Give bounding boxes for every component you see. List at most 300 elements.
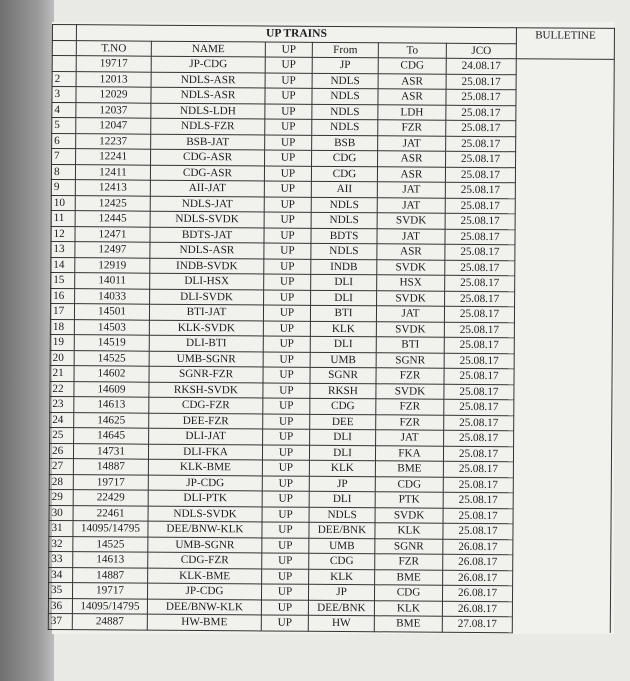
name-cell: DLI-BTI [149, 335, 263, 351]
sn-cell: 3 [52, 87, 76, 103]
up-cell: UP [262, 460, 309, 476]
to-cell: ASR [378, 73, 446, 89]
sn-cell: 34 [49, 567, 73, 583]
bulletine-cell [516, 59, 614, 75]
sn-cell: 19 [50, 334, 74, 350]
jco-cell: 25.08.17 [444, 399, 514, 415]
table-row [48, 613, 610, 632]
from-cell: KLK [309, 460, 375, 476]
tno-cell: 12471 [75, 226, 150, 242]
jco-cell: 26.08.17 [442, 601, 512, 617]
up-cell: UP [264, 243, 311, 259]
jco-cell: 27.08.17 [442, 616, 512, 632]
jco-cell: 25.08.17 [446, 105, 516, 121]
up-cell: UP [264, 212, 311, 228]
name-cell: BSB-JAT [151, 134, 265, 150]
jco-cell: 26.08.17 [443, 554, 513, 570]
to-cell: SVDK [375, 507, 443, 523]
up-cell: UP [263, 413, 310, 429]
name-cell: DLI-JAT [149, 428, 263, 444]
from-cell: JP [308, 584, 374, 600]
tno-cell: 12013 [76, 71, 151, 87]
up-cell: UP [263, 398, 310, 414]
name-cell: DEE/BNW-KLK [147, 599, 261, 615]
up-cell: UP [265, 88, 312, 104]
name-cell: UMB-SGNR [149, 351, 263, 367]
bulletine-cell [515, 276, 613, 292]
from-cell: CDG [312, 150, 378, 166]
jco-cell: 25.08.17 [444, 368, 514, 384]
name-cell: JP-CDG [147, 583, 261, 599]
up-cell: UP [262, 522, 309, 538]
jco-cell: 25.08.17 [443, 508, 513, 524]
to-cell: BME [375, 461, 443, 477]
sn-cell: 15 [51, 272, 75, 288]
sn-cell: 8 [51, 164, 75, 180]
to-cell: SVDK [376, 383, 444, 399]
bulletine-cell [514, 369, 612, 385]
up-cell: UP [262, 444, 309, 460]
name-cell: KLK-BME [148, 568, 262, 584]
name-cell: AII-JAT [150, 180, 264, 196]
bulletine-cell [516, 136, 614, 152]
jco-cell: 25.08.17 [444, 415, 514, 431]
sn-cell: 23 [50, 396, 74, 412]
corner-cell [52, 25, 76, 41]
to-cell: SVDK [377, 213, 445, 229]
to-cell: FZR [376, 414, 444, 430]
to-cell: CDG [374, 585, 442, 601]
to-cell: SVDK [377, 290, 445, 306]
tno-cell: 12413 [75, 180, 150, 196]
sn-cell: 17 [50, 303, 74, 319]
to-cell: BME [375, 569, 443, 585]
name-cell: JP-CDG [148, 475, 262, 491]
from-cell: DLI [309, 445, 375, 461]
up-cell: UP [263, 336, 310, 352]
to-cell: CDG [378, 58, 446, 74]
name-cell: DEE/BNW-KLK [148, 521, 262, 537]
jco-cell: 25.08.17 [445, 275, 515, 291]
tno-cell: 24887 [72, 614, 147, 630]
sn-cell: 4 [52, 102, 76, 118]
name-cell: NDLS-LDH [151, 103, 265, 119]
jco-cell: 25.08.17 [445, 291, 515, 307]
tno-cell: 19717 [73, 474, 148, 490]
from-cell: DLI [310, 336, 376, 352]
to-cell: JAT [377, 228, 445, 244]
jco-cell: 25.08.17 [445, 167, 515, 183]
jco-cell: 25.08.17 [446, 136, 516, 152]
up-cell: UP [265, 57, 312, 73]
up-cell: UP [265, 134, 312, 150]
sn-cell: 29 [49, 489, 73, 505]
bulletine-cell [513, 462, 611, 478]
up-header: UP [265, 41, 312, 57]
name-cell: CDG-FZR [148, 552, 262, 568]
name-cell: SGNR-FZR [149, 366, 263, 382]
to-cell: ASR [377, 166, 445, 182]
bulletine-cell [515, 245, 613, 261]
up-cell: UP [263, 382, 310, 398]
up-cell: UP [263, 429, 310, 445]
to-cell: FKA [375, 445, 443, 461]
to-cell: ASR [378, 89, 446, 105]
jco-cell: 25.08.17 [445, 182, 515, 198]
tno-cell: 14887 [73, 459, 148, 475]
bulletine-cell [512, 601, 610, 617]
from-cell: NDLS [309, 507, 375, 523]
tno-cell: 12047 [76, 118, 151, 134]
jco-cell: 25.08.17 [444, 430, 514, 446]
tno-cell: 14011 [75, 273, 150, 289]
up-cell: UP [261, 599, 308, 615]
tno-cell: 12445 [75, 211, 150, 227]
from-cell: DEE/BNK [308, 600, 374, 616]
jco-cell: 25.08.17 [445, 244, 515, 260]
from-header: From [312, 42, 378, 58]
to-cell: JAT [377, 197, 445, 213]
sn-cell: 13 [51, 241, 75, 257]
bulletine-cell [516, 90, 614, 106]
from-cell: CDG [311, 166, 377, 182]
jco-cell: 25.08.17 [444, 322, 514, 338]
tno-cell: 12411 [75, 164, 150, 180]
from-cell: BSB [312, 135, 378, 151]
sn-cell: 35 [48, 582, 72, 598]
name-cell: DLI-HSX [150, 273, 264, 289]
up-cell: UP [262, 506, 309, 522]
to-cell: JAT [376, 430, 444, 446]
jco-cell: 25.08.17 [444, 337, 514, 353]
name-cell: CDG-ASR [150, 165, 264, 181]
sn-cell: 18 [50, 319, 74, 335]
sn-cell: 20 [50, 350, 74, 366]
bulletine-cell [513, 477, 611, 493]
name-cell: KLK-BME [148, 459, 262, 475]
from-cell: KLK [309, 569, 375, 585]
sn-cell: 16 [51, 288, 75, 304]
bulletine-cell [515, 167, 613, 183]
sn-cell: 6 [52, 133, 76, 149]
sn-cell: 22 [50, 381, 74, 397]
to-cell: SGNR [375, 538, 443, 554]
tno-cell: 14613 [73, 552, 148, 568]
jco-cell: 26.08.17 [443, 570, 513, 586]
name-cell: HW-BME [147, 614, 261, 630]
from-cell: NDLS [311, 212, 377, 228]
name-cell: JP-CDG [151, 56, 265, 72]
tno-cell: 14887 [73, 567, 148, 583]
name-cell: DLI-FKA [148, 444, 262, 460]
tno-cell: 14503 [74, 319, 149, 335]
jco-cell: 25.08.17 [446, 120, 516, 136]
name-cell: CDG-FZR [149, 397, 263, 413]
up-cell: UP [265, 119, 312, 135]
up-cell: UP [265, 103, 312, 119]
up-cell: UP [262, 475, 309, 491]
bulletine-cell [515, 229, 613, 245]
to-cell: FZR [376, 399, 444, 415]
tno-cell: 19717 [76, 56, 151, 72]
bulletine-cell [514, 384, 612, 400]
jco-cell: 25.08.17 [444, 306, 514, 322]
to-cell: SVDK [377, 259, 445, 275]
bulletine-cell [515, 291, 613, 307]
jco-cell: 25.08.17 [445, 229, 515, 245]
bulletine-cell [515, 214, 613, 230]
bulletine-cell [514, 415, 612, 431]
tno-cell: 14033 [75, 288, 150, 304]
from-cell: DEE [310, 414, 376, 430]
up-cell: UP [262, 553, 309, 569]
name-cell: RKSH-SVDK [149, 382, 263, 398]
name-cell: NDLS-FZR [151, 118, 265, 134]
sn-cell: 14 [51, 257, 75, 273]
tno-cell: 12237 [76, 133, 151, 149]
from-cell: KLK [310, 321, 376, 337]
sn-cell: 26 [49, 443, 73, 459]
to-cell: LDH [378, 104, 446, 120]
tno-cell: 14613 [74, 397, 149, 413]
bulletine-cell [513, 539, 611, 555]
table-title: UP TRAINS [76, 25, 516, 44]
name-cell: DEE-FZR [149, 413, 263, 429]
name-cell: DLI-PTK [148, 490, 262, 506]
to-cell: FZR [376, 368, 444, 384]
jco-header: JCO [446, 43, 516, 59]
from-cell: RKSH [310, 383, 376, 399]
to-cell: KLK [375, 523, 443, 539]
name-cell: NDLS-SVDK [148, 506, 262, 522]
bulletine-cell [514, 431, 612, 447]
bulletine-cell [516, 121, 614, 137]
jco-cell: 25.08.17 [443, 461, 513, 477]
sn-cell: 28 [49, 474, 73, 490]
tno-cell: 14609 [74, 381, 149, 397]
tno-cell: 14519 [74, 335, 149, 351]
name-cell: NDLS-ASR [151, 87, 265, 103]
to-cell: HSX [377, 275, 445, 291]
from-cell: JP [312, 57, 378, 73]
tno-cell: 14525 [74, 350, 149, 366]
up-cell: UP [265, 72, 312, 88]
sn-cell: 11 [51, 210, 75, 226]
sn-cell: 25 [50, 427, 74, 443]
bulletine-cell [513, 524, 611, 540]
tno-cell: 14731 [73, 443, 148, 459]
tno-cell: 14625 [74, 412, 149, 428]
from-cell: DLI [311, 290, 377, 306]
from-cell: BTI [310, 305, 376, 321]
from-cell: DLI [311, 274, 377, 290]
jco-cell: 25.08.17 [443, 446, 513, 462]
name-cell: NDLS-SVDK [150, 211, 264, 227]
up-cell: UP [261, 615, 308, 631]
jco-cell: 26.08.17 [443, 539, 513, 555]
from-cell: SGNR [310, 367, 376, 383]
to-cell: FZR [378, 120, 446, 136]
to-header: To [378, 42, 446, 58]
from-cell: UMB [309, 538, 375, 554]
tno-cell: 12029 [76, 87, 151, 103]
jco-cell: 25.08.17 [443, 523, 513, 539]
sn-cell: 12 [51, 226, 75, 242]
bulletine-cell [515, 260, 613, 276]
bulletine-cell [515, 183, 613, 199]
jco-cell: 25.08.17 [443, 492, 513, 508]
tno-cell: 22461 [73, 505, 148, 521]
sn-cell: 10 [51, 195, 75, 211]
page-shadow [0, 0, 54, 681]
from-cell: NDLS [312, 119, 378, 135]
sn-cell: 9 [51, 179, 75, 195]
name-header: NAME [151, 41, 265, 57]
from-cell: HW [308, 615, 374, 631]
bulletine-cell [513, 570, 611, 586]
up-cell: UP [262, 491, 309, 507]
bulletine-cell [516, 74, 614, 90]
jco-cell: 25.08.17 [445, 213, 515, 229]
up-cell: UP [265, 150, 312, 166]
up-cell: UP [262, 537, 309, 553]
from-cell: AII [311, 181, 377, 197]
up-cell: UP [263, 320, 310, 336]
jco-cell: 24.08.17 [446, 58, 516, 74]
bulletine-cell [514, 353, 612, 369]
up-cell: UP [263, 367, 310, 383]
from-cell: NDLS [311, 243, 377, 259]
name-cell: UMB-SGNR [148, 537, 262, 553]
to-cell: ASR [378, 151, 446, 167]
sn-cell: 7 [52, 149, 76, 165]
jco-cell: 25.08.17 [446, 89, 516, 105]
bulletine-cell [514, 322, 612, 338]
up-cell: UP [264, 181, 311, 197]
jco-cell: 25.08.17 [444, 384, 514, 400]
to-cell: BME [374, 616, 442, 632]
up-cell: UP [264, 258, 311, 274]
tno-cell: 12919 [75, 257, 150, 273]
sn-cell [52, 56, 76, 72]
name-cell: NDLS-JAT [150, 196, 264, 212]
bulletine-cell [512, 617, 610, 633]
up-cell: UP [264, 196, 311, 212]
name-cell: BTI-JAT [149, 304, 263, 320]
from-cell: CDG [310, 398, 376, 414]
to-cell: PTK [375, 492, 443, 508]
to-cell: ASR [377, 244, 445, 260]
bulletine-cell [513, 493, 611, 509]
from-cell: DEE/BNK [309, 522, 375, 538]
jco-cell: 25.08.17 [444, 353, 514, 369]
tno-cell: 14501 [74, 304, 149, 320]
from-cell: UMB [310, 352, 376, 368]
to-cell: KLK [374, 600, 442, 616]
sn-cell: 37 [48, 613, 72, 629]
from-cell: BDTS [311, 228, 377, 244]
tno-header: T.NO [76, 40, 151, 56]
sn-cell: 33 [49, 551, 73, 567]
from-cell: DLI [309, 491, 375, 507]
name-cell: NDLS-ASR [151, 72, 265, 88]
bulletine-cell [513, 586, 611, 602]
jco-cell: 25.08.17 [445, 260, 515, 276]
to-cell: CDG [375, 476, 443, 492]
from-cell: NDLS [311, 197, 377, 213]
tno-cell: 14645 [74, 428, 149, 444]
tno-cell: 22429 [73, 490, 148, 506]
up-cell: UP [261, 584, 308, 600]
name-cell: BDTS-JAT [150, 227, 264, 243]
up-cell: UP [263, 351, 310, 367]
jco-cell: 25.08.17 [445, 198, 515, 214]
from-cell: NDLS [312, 104, 378, 120]
sn-cell: 5 [52, 118, 76, 134]
tno-cell: 12241 [76, 149, 151, 165]
bulletine-cell [514, 446, 612, 462]
to-cell: JAT [377, 182, 445, 198]
name-cell: CDG-ASR [151, 149, 265, 165]
sn-cell: 30 [49, 505, 73, 521]
to-cell: JAT [376, 306, 444, 322]
up-cell: UP [264, 289, 311, 305]
bulletine-header: BULLETINE [516, 28, 614, 60]
to-cell: FZR [375, 554, 443, 570]
tno-cell: 19717 [72, 583, 147, 599]
up-cell: UP [264, 165, 311, 181]
from-cell: INDB [311, 259, 377, 275]
to-cell: BTI [376, 337, 444, 353]
sn-cell: 24 [50, 412, 74, 428]
to-cell: SVDK [376, 321, 444, 337]
to-cell: SGNR [376, 352, 444, 368]
up-trains-table [48, 24, 615, 633]
tno-cell: 14525 [73, 536, 148, 552]
bulletine-cell [515, 198, 613, 214]
name-cell: DLI-SVDK [150, 289, 264, 305]
from-cell: NDLS [312, 88, 378, 104]
bulletine-cell [516, 152, 614, 168]
sn-cell: 27 [49, 458, 73, 474]
sn-cell: 32 [49, 536, 73, 552]
bulletine-cell [514, 307, 612, 323]
tno-cell: 14095/14795 [72, 598, 147, 614]
from-cell: CDG [309, 553, 375, 569]
sn-cell: 21 [50, 365, 74, 381]
to-cell: JAT [378, 135, 446, 151]
tno-cell: 12037 [76, 102, 151, 118]
bulletine-cell [513, 555, 611, 571]
bulletine-cell [516, 105, 614, 121]
up-cell: UP [262, 568, 309, 584]
tno-cell: 14095/14795 [73, 521, 148, 537]
name-cell: KLK-SVDK [149, 320, 263, 336]
sn-cell: 36 [48, 598, 72, 614]
jco-cell: 25.08.17 [446, 74, 516, 90]
sn-header [52, 40, 76, 56]
tno-cell: 12497 [75, 242, 150, 258]
jco-cell: 26.08.17 [442, 585, 512, 601]
from-cell: NDLS [312, 73, 378, 89]
sn-cell: 2 [52, 71, 76, 87]
jco-cell: 25.08.17 [443, 477, 513, 493]
tno-cell: 12425 [75, 195, 150, 211]
bulletine-cell [513, 508, 611, 524]
name-cell: NDLS-ASR [150, 242, 264, 258]
up-cell: UP [263, 305, 310, 321]
bulletine-cell [514, 338, 612, 354]
